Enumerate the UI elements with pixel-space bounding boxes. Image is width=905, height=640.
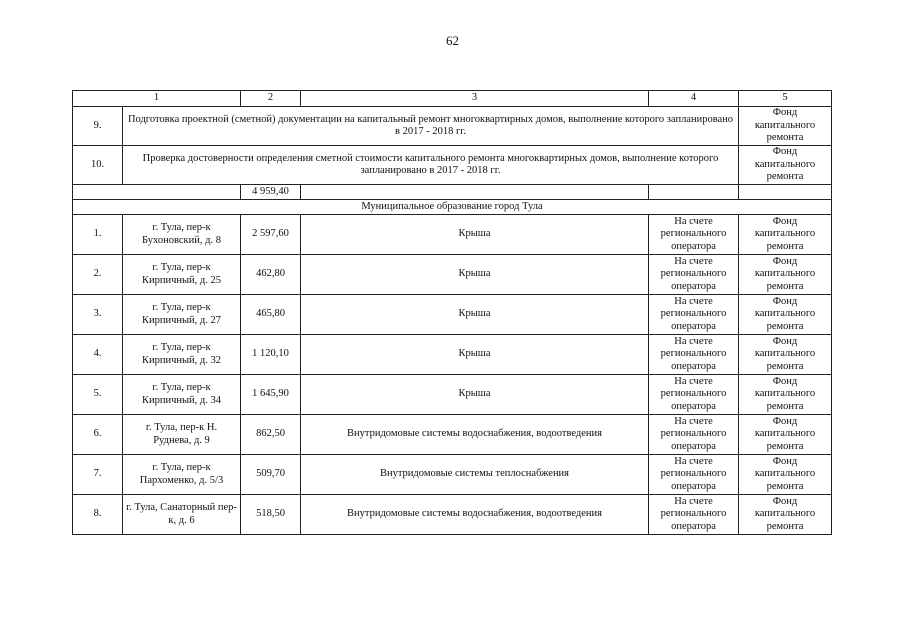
column-header-row — [73, 91, 832, 107]
repair-cost: 509,70 — [241, 455, 301, 495]
row-number: 2. — [73, 255, 123, 295]
column-header: 3 — [301, 91, 649, 107]
house-address: г. Тула, пер-к Бухоновский, д. 8 — [123, 215, 241, 255]
house-address: г. Тула, Санаторный пер-к, д. 6 — [123, 495, 241, 535]
work-type: Внутридомовые системы водоснабжения, водоотведения — [301, 495, 649, 535]
table-row — [73, 335, 832, 375]
work-type: Крыша — [301, 295, 649, 335]
capital-repair-table — [72, 90, 832, 535]
table-row — [73, 295, 832, 335]
work-type: Крыша — [301, 335, 649, 375]
funding-source: Фонд капитального ремонта — [739, 215, 832, 255]
repair-cost: 465,80 — [241, 295, 301, 335]
house-address: г. Тула, пер-к Кирпичный, д. 32 — [123, 335, 241, 375]
repair-cost: 2 597,60 — [241, 215, 301, 255]
account-type: На счете регионального оператора — [649, 255, 739, 295]
account-type: На счете регионального оператора — [649, 295, 739, 335]
work-type: Внутридомовые системы теплоснабжения — [301, 455, 649, 495]
funding-source: Фонд капитального ремонта — [739, 335, 832, 375]
repair-cost: 1 645,90 — [241, 375, 301, 415]
column-header: 2 — [241, 91, 301, 107]
house-address: г. Тула, пер-к Пархоменко, д. 5/3 — [123, 455, 241, 495]
house-address: г. Тула, пер-к Кирпичный, д. 27 — [123, 295, 241, 335]
table-row — [73, 107, 832, 146]
table-row — [73, 415, 832, 455]
repair-cost: 862,50 — [241, 415, 301, 455]
house-address: г. Тула, пер-к Н. Руднева, д. 9 — [123, 415, 241, 455]
house-address: г. Тула, пер-к Кирпичный, д. 34 — [123, 375, 241, 415]
house-rows — [73, 215, 832, 535]
funding-source: Фонд капитального ремонта — [739, 295, 832, 335]
account-type: На счете регионального оператора — [649, 375, 739, 415]
funding-source: Фонд капитального ремонта — [739, 495, 832, 535]
row-description: Проверка достоверности определения сметной стоимости капитального ремонта многоквартирных домов, выполнение которого запланировано в 2017 - 2018 гг. — [123, 146, 739, 185]
row-number: 1. — [73, 215, 123, 255]
row-number: 10. — [73, 146, 123, 185]
empty-cell — [649, 185, 739, 200]
house-address: г. Тула, пер-к Кирпичный, д. 25 — [123, 255, 241, 295]
table-row — [73, 495, 832, 535]
column-header: 4 — [649, 91, 739, 107]
table-row — [73, 455, 832, 495]
repair-cost: 462,80 — [241, 255, 301, 295]
column-header: 1 — [73, 91, 241, 107]
row-number: 6. — [73, 415, 123, 455]
account-type: На счете регионального оператора — [649, 455, 739, 495]
page-number: 62 — [446, 33, 459, 48]
work-type: Внутридомовые системы водоснабжения, водоотведения — [301, 415, 649, 455]
funding-source: Фонд капитального ремонта — [739, 255, 832, 295]
row-description: Подготовка проектной (сметной) документации на капитальный ремонт многоквартирных домов, выполнение которого запланировано в 2017 - 2018 гг. — [123, 107, 739, 146]
total-label-cell — [73, 185, 241, 200]
empty-cell — [301, 185, 649, 200]
funding-source: Фонд капитального ремонта — [739, 455, 832, 495]
table-row — [73, 215, 832, 255]
table-row — [73, 375, 832, 415]
account-type: На счете регионального оператора — [649, 495, 739, 535]
repair-cost: 1 120,10 — [241, 335, 301, 375]
row-number: 5. — [73, 375, 123, 415]
total-row — [73, 185, 832, 200]
total-value: 4 959,40 — [241, 185, 301, 200]
funding-source: Фонд капитального ремонта — [739, 415, 832, 455]
municipality-row — [73, 200, 832, 215]
funding-source: Фонд капитального ремонта — [739, 107, 832, 146]
column-header: 5 — [739, 91, 832, 107]
work-type: Крыша — [301, 375, 649, 415]
table-row — [73, 255, 832, 295]
row-number: 7. — [73, 455, 123, 495]
funding-source: Фонд капитального ремонта — [739, 146, 832, 185]
account-type: На счете регионального оператора — [649, 215, 739, 255]
table-row — [73, 146, 832, 185]
account-type: На счете регионального оператора — [649, 415, 739, 455]
funding-source: Фонд капитального ремонта — [739, 375, 832, 415]
account-type: На счете регионального оператора — [649, 335, 739, 375]
row-number: 3. — [73, 295, 123, 335]
row-number: 9. — [73, 107, 123, 146]
empty-cell — [739, 185, 832, 200]
row-number: 8. — [73, 495, 123, 535]
work-type: Крыша — [301, 215, 649, 255]
work-type: Крыша — [301, 255, 649, 295]
repair-cost: 518,50 — [241, 495, 301, 535]
table-body — [73, 91, 832, 215]
municipality-heading: Муниципальное образование город Тула — [73, 200, 832, 215]
row-number: 4. — [73, 335, 123, 375]
